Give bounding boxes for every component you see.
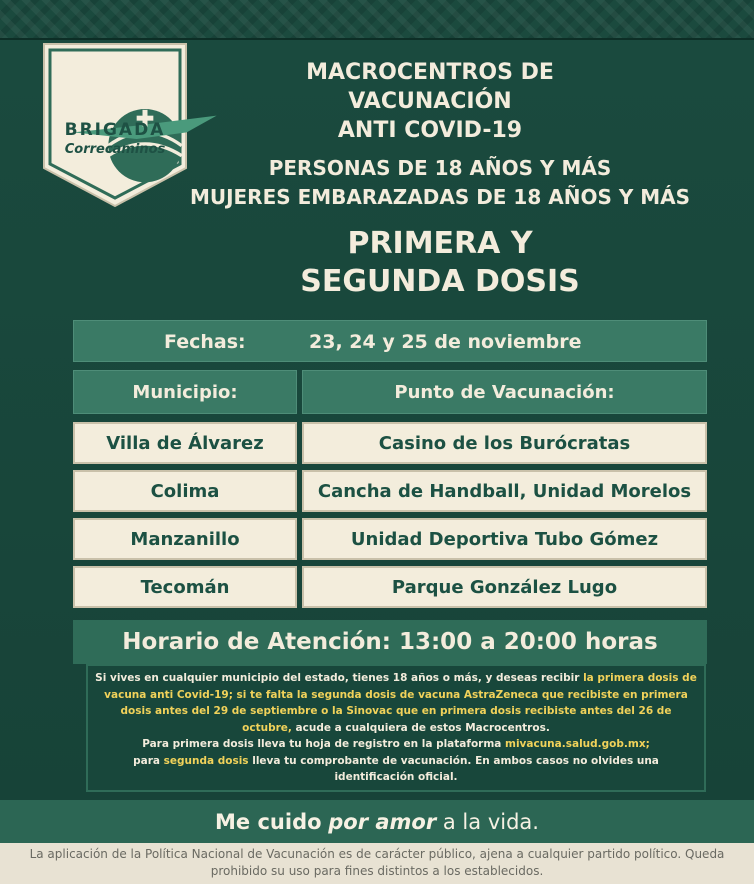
notice-text: [86, 664, 706, 792]
title-line-2: VACUNACIÓN: [348, 89, 512, 114]
logo-title: BRIGADA: [64, 120, 166, 140]
table-cell-municipio: Villa de Álvarez: [73, 422, 297, 464]
decorative-pattern-band: [0, 0, 754, 40]
table-cell-punto: Unidad Deportiva Tubo Gómez: [302, 518, 707, 560]
audience-line-1: PERSONAS DE 18 AÑOS Y MÁS: [268, 156, 612, 180]
page-title: [250, 58, 610, 145]
table-cell-municipio: Manzanillo: [73, 518, 297, 560]
attention-hours: Horario de Atención: 13:00 a 20:00 horas: [73, 620, 707, 664]
header-municipio: Municipio:: [73, 370, 297, 414]
slogan-part-2: por amor: [328, 809, 437, 834]
slogan-part-1: Me cuido: [215, 809, 322, 834]
audience-line-2: MUJERES EMBARAZADAS DE 18 AÑOS Y MÁS: [189, 185, 691, 209]
title-line-3: ANTI COVID-19: [337, 118, 523, 143]
dates-row: [73, 320, 707, 362]
logo-subtitle: Correcaminos: [64, 142, 166, 157]
dose-line-1: PRIMERA Y: [347, 226, 533, 261]
notice-part-8: lleva tu comprobante de vacunación. En ambos casos no olvides una identificación oficial.: [248, 754, 659, 783]
legal-disclaimer: La aplicación de la Política Nacional de Vacunación es de carácter público, ajena a cualquier partido político. Queda prohibido su uso para fines distintos a los establecidos.: [0, 843, 754, 884]
table-cell-municipio: Colima: [73, 470, 297, 512]
notice-part-3: acude a cualquiera de estos Macrocentros.: [291, 721, 550, 734]
header-punto-vacunacion: Punto de Vacunación:: [302, 370, 707, 414]
dates-value: 23, 24 y 25 de noviembre: [309, 331, 582, 353]
notice-highlight-1: la primera dosis de vacuna anti Covid-19; si te falta la segunda dosis de vacuna AstraZeneca que recibiste en primera dosis antes del 29 de septiembre o la Sinovac que en primera dosis recibiste antes del 26 de octubre,: [104, 672, 697, 734]
dose-line-2: SEGUNDA DOSIS: [300, 264, 580, 299]
notice-part-6: para: [133, 754, 164, 767]
notice-highlight-2: segunda dosis: [163, 754, 249, 767]
table-cell-punto: Cancha de Handball, Unidad Morelos: [302, 470, 707, 512]
slogan-band: [0, 800, 754, 843]
title-line-1: MACROCENTROS DE: [306, 60, 554, 85]
table-cell-punto: Casino de los Burócratas: [302, 422, 707, 464]
table-cell-municipio: Tecomán: [73, 566, 297, 608]
dates-label: Fechas:: [164, 331, 246, 353]
table-cell-punto: Parque González Lugo: [302, 566, 707, 608]
slogan-part-3: a la vida.: [442, 809, 539, 834]
notice-part-4: Para primera dosis lleva tu hoja de registro en la plataforma: [142, 738, 506, 750]
notice-part-1: Si vives en cualquier municipio del estado, tienes 18 años o más, y deseas recibir: [95, 672, 584, 684]
notice-url: mivacuna.salud.gob.mx;: [505, 738, 650, 750]
